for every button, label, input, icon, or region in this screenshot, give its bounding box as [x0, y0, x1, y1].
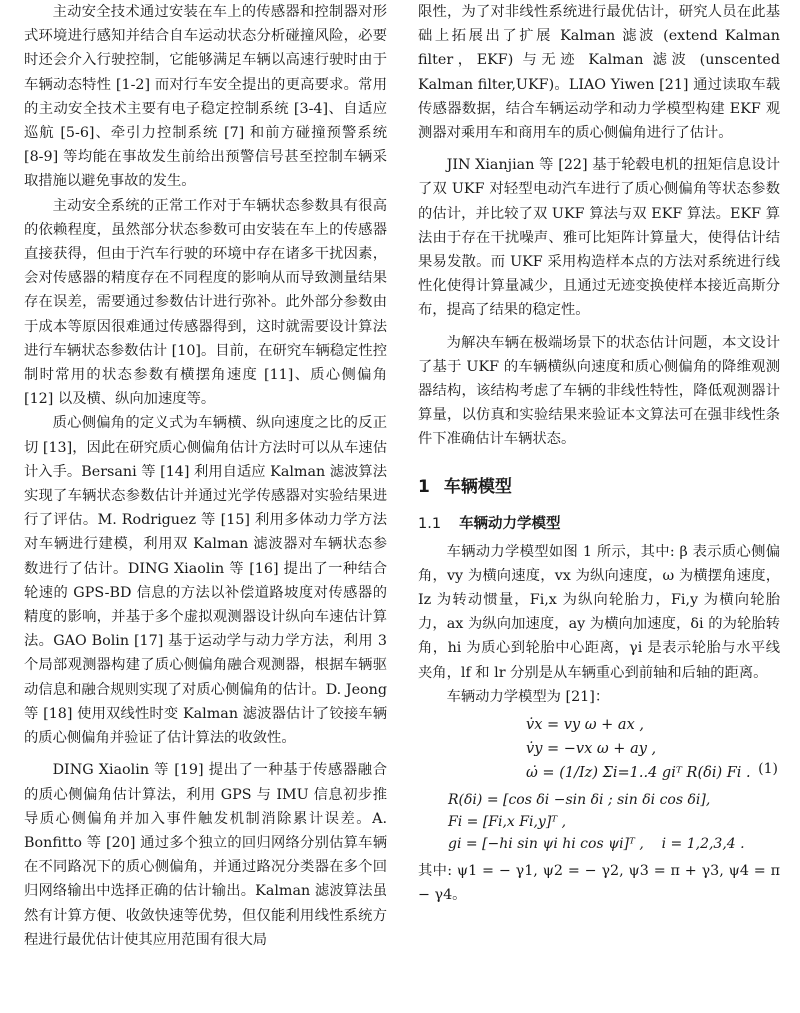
section-heading: [418, 474, 780, 500]
force-vector: Fi = [Fi,x Fi,y]ᵀ ,: [448, 814, 567, 831]
left-column: [24, 0, 387, 952]
equation-1: [418, 713, 780, 785]
paragraph: DING Xiaolin 等 [19] 提出了一种基于传感器融合的质心侧偏角估计算法，利用 GPS 与 IMU 信息初步推导质心侧偏角并加入事件触发机制消除累计误差。A. Bonfitto 等 [20] 通过多个独立的回归网络分别估算车辆在不同路况下的质心侧偏角，并通过路况分类器在多个回归网络输出中选择正确的估计输出。Kalman 滤波算法虽然有计算方便、收敛快速等优势，但仅能利用线性系统方程进行最优估计使其应用范围有很大局: [24, 762, 387, 948]
paragraph: 主动安全技术通过安装在车上的传感器和控制器对形式环境进行感知并结合自车运动状态分析碰撞风险，必要时还会介入行驶控制，它能够满足车辆以高速行驶时由于车辆动态特性 [1-2] 而对行车安全提出的更高要求。常用的主动安全技术主要有电子稳定控制系统 [3-4]、自适应巡航 [5-6]、牵引力控制系统 [7] 和前方碰撞预警系统 [8-9] 等均能在事故发生前给出预警信号甚至控制车辆采取措施以避免事故的发生。: [24, 4, 387, 190]
right-column: [418, 0, 780, 907]
rotation-matrix: R(δi) = [cos δi −sin δi ; sin δi cos δi],: [448, 792, 711, 809]
index-range: i = 1,2,3,4 .: [661, 836, 745, 853]
subsection-heading: [418, 512, 780, 536]
paragraph: 车辆动力学模型如图 1 所示，其中: β 表示质心侧偏角，vy 为横向速度，vx 为纵向速度，ω 为横摆角速度，Iz 为转动惯量，Fi,x 为纵向轮胎力，Fi,y 为横向轮胎力，ax 为纵向加速度，ay 为横向加速度，δi 的为轮胎转角，hi 为质心到轮胎中心距离，γi 是表示轮胎与水平线夹角，lf 和 lr 分别是从车辆重心到前轴和后轴的距离。: [418, 543, 780, 681]
paragraph: 质心侧偏角的定义式为车辆横、纵向速度之比的反正切 [13]，因此在研究质心侧偏角估计方法时可以从车速估计入手。Bersani 等 [14] 利用自适应 Kalman 滤波算法实现了车辆状态参数估计并通过光学传感器对实验结果进行了评估。M. Rodriguez 等 [15] 利用多体动力学方法对车辆进行建模，利用双 Kalman 滤波器对车辆状态参数进行了估计。DING Xiaolin 等 [16] 提出了一种结合轮速的 GPS-BD 信息的方法以补偿道路坡度对传感器的精度的影响，并基于多个虚拟观测器设计纵向车速估计算法。GAO Bolin [17] 基于运动学与动力学方法，利用 3 个局部观测器构建了质心侧偏角融合观测器，根据车辆驱动信息和融合规则实现了对质心侧偏角的估计。D. Jeong 等 [18] 使用双线性时变 Kalman 滤波器估计了铰接车辆的质心侧偏角并验证了估计算法的收敛性。: [24, 415, 387, 747]
equation-line: [418, 833, 780, 855]
equation-line: v̇y = −vx ω + ay ,: [526, 741, 657, 758]
subsection-number: 1.1: [418, 515, 442, 532]
paragraph: JIN Xianjian 等 [22] 基于轮毂电机的扭矩信息设计了双 UKF 对轻型电动汽车进行了质心侧偏角等状态参数的估计，并比较了双 UKF 算法与双 EKF 算法。EKF 算法由于存在干扰噪声、雅可比矩阵计算量大，使得估计结果易发散。而 UKF 采用构造样本点的方法对系统进行线性化使得计算量减少，且通过无迹变换使样本接近高斯分布，提高了结果的稳定性。: [418, 157, 780, 319]
equation-2: [418, 789, 780, 855]
paragraph: 车辆动力学模型为 [21]：: [446, 688, 610, 705]
equation-line: [418, 811, 780, 833]
subsection-title: 车辆动力学模型: [459, 515, 561, 532]
equation-number: (1): [758, 761, 778, 778]
section-number: 1: [418, 476, 430, 497]
paragraph: 为解决车辆在极端场景下的状态估计问题，本文设计了基于 UKF 的车辆横纵向速度和质心侧偏角的降维观测器结构，该结构考虑了车辆的非线性特性，降低观测器计算量，以仿真和实验结果来验证本文算法可在强非线性条件下准确估计车辆状态。: [418, 334, 780, 448]
g-vector: gi = [−hi sin ψi hi cos ψi]ᵀ ,: [448, 836, 644, 853]
paragraph: 限性，为了对非线性系统进行最优估计，研究人员在此基础上拓展出了扩展 Kalman 滤波 (extend Kalman filter，EKF) 与无迹 Kalman 滤波 (unscented Kalman filter,UKF)。LIAO Yiwen [21] 通过读取车载传感器数据，结合车辆运动学和动力学模型构建 EKF 观测器对乘用车和商用车的质心侧偏角进行了估计。: [418, 4, 780, 142]
equation-line: v̇x = vy ω + ax ,: [526, 717, 644, 734]
section-title: 车辆模型: [443, 476, 512, 497]
paragraph: 主动安全系统的正常工作对于车辆状态参数具有很高的依赖程度，虽然部分状态参数可由安装在车上的传感器直接获得，但由于汽车行驶的环境中存在诸多干扰因素，会对传感器的精度存在不同程度的影响从而导致测量结果存在误差，需要通过参数估计进行弥补。此外部分参数由于成本等原因很难通过传感器得到，这时就需要设计算法进行车辆状态参数估计 [10]。目前，在研究车辆稳定性控制时常用的状态参数有横摆角速度 [11]、质心侧偏角 [12] 以及横、纵向加速度等。: [24, 197, 387, 408]
equation-line: [418, 789, 780, 811]
equation-line: ω̇ = (1/Iz) Σi=1..4 giᵀ R(δi) Fi .: [526, 765, 751, 782]
paragraph: 其中: ψ1 = − γ1, ψ2 = − γ2, ψ3 = π + γ3, ψ4 = π − γ4。: [418, 863, 780, 904]
